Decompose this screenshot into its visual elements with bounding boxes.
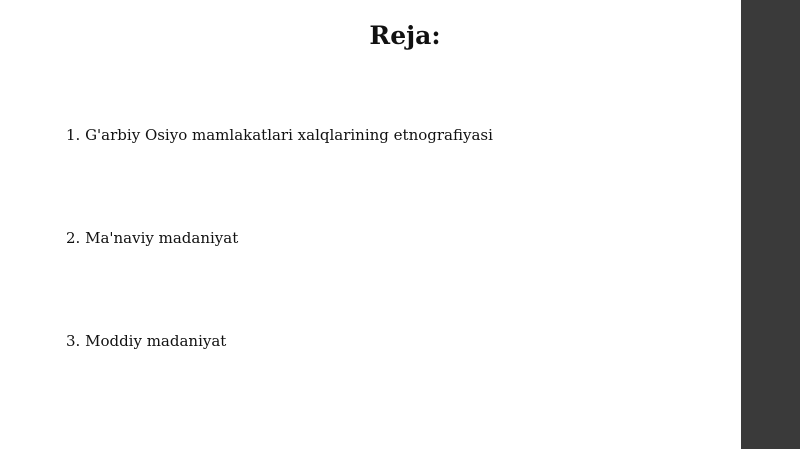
- plan-item-3: 3. Moddiy madaniyat: [66, 332, 227, 350]
- plan-item-2: 2. Ma'naviy madaniyat: [66, 229, 239, 247]
- slide-title: Reja:: [369, 21, 441, 50]
- plan-item-1: 1. G'arbiy Osiyo mamlakatlari xalqlarining etnografiyasi: [66, 126, 493, 144]
- right-side-panel: [741, 0, 800, 449]
